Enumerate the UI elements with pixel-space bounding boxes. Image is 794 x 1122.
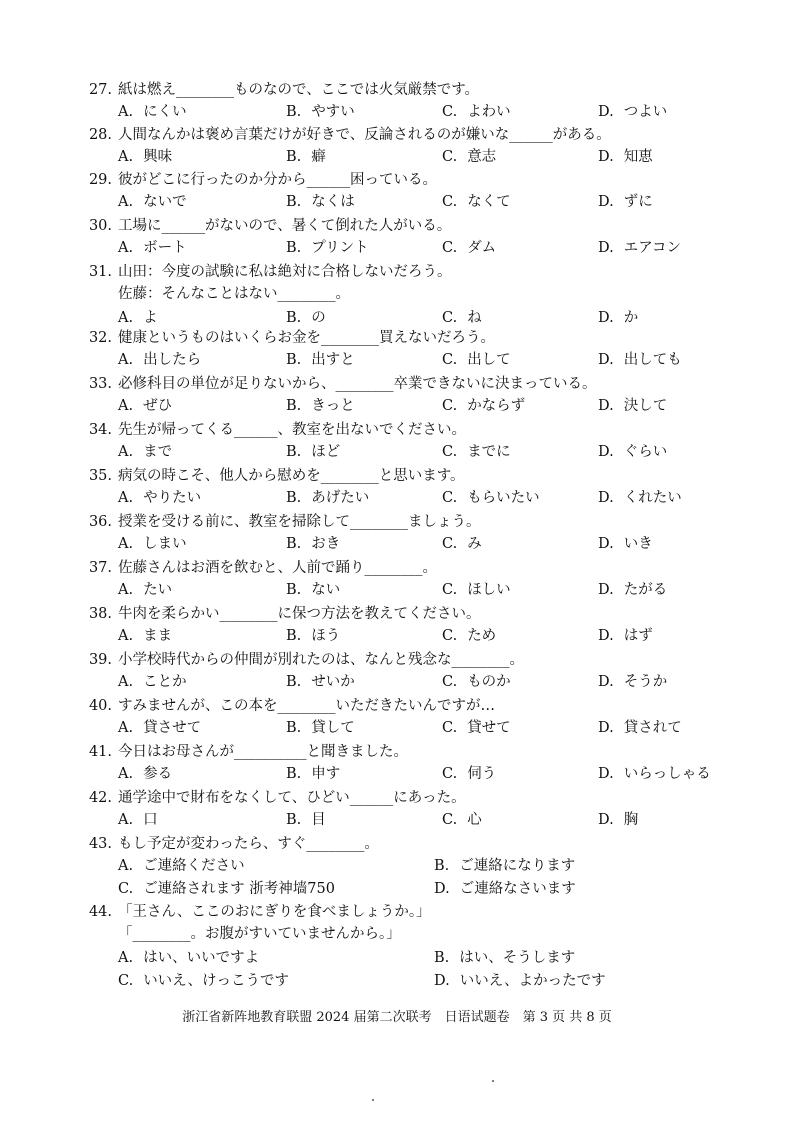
option-letter: B.	[434, 858, 450, 874]
option-text: たがる	[623, 582, 668, 598]
answer-option	[434, 856, 575, 876]
question-stem	[84, 650, 524, 670]
option-text: 出すと	[311, 352, 355, 368]
option-text: 参る	[143, 766, 173, 782]
answer-option	[442, 308, 482, 328]
option-letter: B.	[286, 398, 302, 414]
answer-option	[434, 948, 575, 968]
question-stem	[84, 788, 466, 808]
option-text: あげたい	[311, 490, 370, 506]
question-text: 紙は燃え________ものなので、ここでは火気厳禁です。	[118, 82, 480, 98]
option-letter: B.	[286, 536, 302, 552]
option-letter: B.	[286, 104, 302, 120]
option-text: よわい	[467, 104, 511, 120]
option-letter: D.	[598, 628, 614, 644]
option-letter: A.	[118, 812, 134, 828]
answer-option	[598, 192, 653, 212]
option-text: なくは	[311, 194, 355, 210]
question-text: 彼がどこに行ったのか分から______困っている。	[118, 172, 437, 188]
option-letter: D.	[598, 720, 614, 736]
question-stem	[84, 604, 481, 624]
answer-option	[286, 488, 369, 508]
question-number: 37.	[88, 560, 112, 576]
answer-option	[286, 396, 355, 416]
option-letter: C.	[442, 194, 458, 210]
option-letter: B.	[286, 194, 302, 210]
answer-option	[442, 102, 511, 122]
answer-option	[118, 442, 172, 462]
answer-option	[442, 810, 482, 830]
answer-option	[286, 534, 340, 554]
question-stem	[84, 742, 408, 762]
option-letter: D.	[598, 444, 614, 460]
option-text: いいえ、けっこうです	[143, 973, 290, 989]
answer-option	[286, 192, 355, 212]
option-text: くれたい	[623, 490, 682, 506]
answer-option	[118, 971, 289, 991]
page-footer: 浙江省新阵地教育联盟 2024 届第二次联考 日语试题卷 第 3 页 共 8 页	[182, 1010, 612, 1025]
option-text: エアコン	[623, 240, 681, 256]
option-text: かならず	[467, 398, 526, 414]
answer-option	[598, 396, 667, 416]
question-number: 34.	[88, 422, 112, 438]
answer-option	[286, 442, 340, 462]
question-stem	[84, 834, 379, 854]
option-text: せいか	[311, 674, 355, 690]
option-text: の	[311, 310, 326, 326]
option-text: きっと	[311, 398, 355, 414]
question-text: もし予定が変わったら、すぐ________。	[118, 836, 379, 852]
option-text: やりたい	[143, 490, 202, 506]
option-letter: D.	[598, 398, 614, 414]
answer-option	[442, 192, 511, 212]
option-letter: A.	[118, 536, 134, 552]
question-continuation: 「________。お腹がすいていませんから。」	[118, 926, 401, 942]
answer-option	[118, 948, 259, 968]
option-letter: D.	[434, 973, 450, 989]
answer-option	[598, 308, 638, 328]
option-letter: B.	[286, 720, 302, 736]
option-letter: B.	[286, 310, 302, 326]
option-letter: C.	[442, 240, 458, 256]
answer-option	[598, 810, 638, 830]
question-number: 31.	[88, 264, 112, 280]
option-letter: A.	[118, 444, 134, 460]
question-number: 44.	[88, 904, 112, 920]
question-continuation: 佐藤：そんなことはない________。	[118, 286, 350, 302]
option-letter: A.	[118, 398, 134, 414]
option-text: 出したら	[143, 352, 202, 368]
question-number: 33.	[88, 376, 112, 392]
question-number: 28.	[88, 127, 112, 143]
answer-option	[118, 192, 187, 212]
option-letter: A.	[118, 858, 134, 874]
option-letter: C.	[118, 973, 134, 989]
option-text: ボート	[143, 240, 187, 256]
option-letter: C.	[442, 104, 458, 120]
option-text: たい	[143, 582, 173, 598]
answer-option	[286, 238, 369, 258]
question-number: 32.	[88, 330, 112, 346]
question-text: 通学途中で財布をなくして、ひどい______にあった。	[118, 790, 466, 806]
answer-option	[286, 102, 355, 122]
question-stem	[84, 125, 611, 145]
question-stem	[84, 466, 465, 486]
option-letter: B.	[286, 812, 302, 828]
option-letter: A.	[118, 628, 134, 644]
option-letter: A.	[118, 149, 134, 165]
option-text: ぐらい	[623, 444, 668, 460]
question-stem	[84, 420, 466, 440]
option-text: 貸して	[311, 720, 355, 736]
option-letter: D.	[598, 674, 614, 690]
scan-speck	[492, 1080, 494, 1082]
option-letter: A.	[118, 950, 134, 966]
option-text: 知恵	[623, 149, 653, 165]
question-text: 佐藤さんはお酒を飲むと、人前で踊り________。	[118, 560, 437, 576]
question-stem	[84, 902, 431, 922]
option-text: 意志	[467, 149, 497, 165]
option-text: ダム	[467, 240, 497, 256]
option-text: 目	[311, 812, 326, 828]
option-text: はい、そうします	[459, 950, 576, 966]
question-stem	[84, 80, 479, 100]
answer-option	[598, 534, 653, 554]
option-letter: C.	[442, 720, 458, 736]
option-letter: D.	[598, 582, 614, 598]
option-text: ずに	[623, 194, 653, 210]
option-text: ない	[311, 582, 341, 598]
answer-option	[286, 626, 340, 646]
option-text: いらっしゃる	[623, 766, 711, 782]
option-letter: D.	[598, 104, 614, 120]
option-letter: D.	[598, 490, 614, 506]
option-text: ため	[467, 628, 497, 644]
option-letter: C.	[442, 398, 458, 414]
option-text: までに	[467, 444, 511, 460]
option-letter: D.	[598, 194, 614, 210]
question-stem	[84, 328, 495, 348]
question-stem	[84, 170, 437, 190]
question-text: 健康というものはいくらお金を________買えないだろう。	[118, 330, 495, 346]
answer-option	[442, 442, 511, 462]
answer-option	[286, 810, 326, 830]
question-number: 40.	[88, 698, 112, 714]
answer-option	[118, 102, 187, 122]
option-text: 口	[143, 812, 158, 828]
question-number: 30.	[88, 218, 112, 234]
option-letter: A.	[118, 194, 134, 210]
option-letter: A.	[118, 490, 134, 506]
option-text: なくて	[467, 194, 511, 210]
answer-option	[118, 856, 245, 876]
option-text: 貸せて	[467, 720, 511, 736]
option-letter: C.	[442, 352, 458, 368]
answer-option	[442, 718, 511, 738]
answer-option	[434, 971, 606, 991]
answer-option	[118, 810, 158, 830]
answer-option	[598, 147, 653, 167]
option-letter: C.	[442, 674, 458, 690]
option-letter: D.	[598, 352, 614, 368]
answer-option	[118, 718, 201, 738]
option-letter: A.	[118, 352, 134, 368]
answer-option	[286, 350, 355, 370]
answer-option	[118, 879, 335, 899]
option-text: おき	[311, 536, 341, 552]
option-text: ぜひ	[143, 398, 173, 414]
option-text: しまい	[143, 536, 187, 552]
answer-option	[598, 350, 682, 370]
question-number: 36.	[88, 514, 112, 530]
question-text: 山田：今度の試験に私は絶対に合格しないだろう。	[118, 264, 452, 280]
option-text: もらいたい	[467, 490, 540, 506]
option-text: やすい	[311, 104, 355, 120]
option-letter: C.	[442, 444, 458, 460]
option-text: み	[467, 536, 482, 552]
answer-option	[118, 396, 172, 416]
option-text: はい、いいですよ	[143, 950, 260, 966]
option-text: つよい	[623, 104, 668, 120]
option-letter: A.	[118, 310, 134, 326]
question-number: 41.	[88, 744, 112, 760]
option-text: はず	[623, 628, 653, 644]
scan-speck	[372, 1099, 374, 1101]
option-letter: A.	[118, 582, 134, 598]
question-number: 35.	[88, 468, 112, 484]
answer-option	[598, 238, 681, 258]
question-stem	[84, 512, 481, 532]
option-text: よ	[143, 310, 158, 326]
option-text: ほしい	[467, 582, 511, 598]
question-stem	[84, 696, 495, 716]
option-text: まで	[143, 444, 173, 460]
option-letter: C.	[442, 582, 458, 598]
option-letter: D.	[598, 812, 614, 828]
answer-option	[442, 626, 496, 646]
answer-option	[442, 764, 496, 784]
option-text: 申す	[311, 766, 341, 782]
answer-option	[442, 350, 511, 370]
option-letter: D.	[598, 240, 614, 256]
question-number: 38.	[88, 606, 112, 622]
option-letter: C.	[442, 490, 458, 506]
option-text: まま	[143, 628, 173, 644]
question-number: 27.	[88, 82, 112, 98]
question-number: 29.	[88, 172, 112, 188]
option-text: ご連絡されます 浙考神墙750	[143, 881, 335, 897]
option-text: いき	[623, 536, 653, 552]
answer-option	[286, 764, 340, 784]
option-text: 心	[467, 812, 482, 828]
answer-option	[118, 626, 172, 646]
option-letter: B.	[286, 240, 302, 256]
answer-option	[286, 718, 355, 738]
option-letter: B.	[434, 950, 450, 966]
option-letter: C.	[442, 766, 458, 782]
option-letter: B.	[286, 674, 302, 690]
answer-option	[286, 308, 326, 328]
answer-option	[598, 580, 667, 600]
option-text: ご連絡ください	[143, 858, 245, 874]
answer-option	[442, 488, 540, 508]
answer-option	[598, 764, 711, 784]
option-text: いいえ、よかったです	[459, 973, 606, 989]
option-letter: B.	[286, 444, 302, 460]
question-text: すみませんが、この本を________いただきたいんですが…	[118, 698, 495, 714]
option-text: ご連絡になります	[459, 858, 576, 874]
answer-option	[118, 764, 172, 784]
answer-option	[434, 879, 576, 899]
option-text: 出しても	[623, 352, 682, 368]
question-text: 小学校時代からの仲間が別れたのは、なんと残念な________。	[118, 652, 524, 668]
answer-option	[118, 238, 187, 258]
question-text: 先生が帰ってくる______、教室を出ないでください。	[118, 422, 466, 438]
option-text: 興味	[143, 149, 173, 165]
question-text: 「王さん、ここのおにぎりを食べましょうか。」	[118, 904, 431, 920]
option-letter: B.	[286, 490, 302, 506]
option-letter: C.	[442, 628, 458, 644]
option-text: か	[623, 310, 639, 326]
question-text: 必修科目の単位が足りないから、________卒業できないに決まっている。	[118, 376, 597, 392]
answer-option	[442, 147, 496, 167]
option-letter: C.	[442, 812, 458, 828]
answer-option	[598, 672, 667, 692]
question-text: 工場に______がないので、暑くて倒れた人がいる。	[118, 218, 452, 234]
question-text: 病気の時こそ、他人から慰めを________と思います。	[118, 468, 465, 484]
option-text: 貸されて	[623, 720, 682, 736]
question-number: 42.	[88, 790, 112, 806]
question-text: 授業を受ける前に、教室を掃除して________ましょう。	[118, 514, 481, 530]
answer-option	[118, 488, 201, 508]
question-text: 牛肉を柔らかい________に保つ方法を教えてください。	[118, 606, 481, 622]
option-text: ご連絡なさいます	[459, 881, 576, 897]
answer-option	[598, 102, 667, 122]
answer-option	[442, 580, 511, 600]
answer-option	[118, 308, 158, 328]
question-text: 今日はお母さんが__________と聞きました。	[118, 744, 408, 760]
option-letter: A.	[118, 104, 134, 120]
answer-option	[442, 534, 482, 554]
question-stem	[84, 216, 451, 236]
answer-option	[598, 626, 653, 646]
option-letter: B.	[286, 766, 302, 782]
answer-option	[598, 718, 682, 738]
answer-option	[286, 147, 326, 167]
option-text: プリント	[311, 240, 369, 256]
option-letter: A.	[118, 240, 134, 256]
question-number: 43.	[88, 836, 112, 852]
option-letter: B.	[286, 628, 302, 644]
question-stem	[84, 262, 452, 282]
option-text: 癖	[311, 149, 326, 165]
answer-option	[442, 672, 511, 692]
option-letter: D.	[598, 536, 614, 552]
option-letter: B.	[286, 582, 302, 598]
question-stem	[84, 558, 437, 578]
option-text: 貸させて	[143, 720, 202, 736]
option-text: 出して	[467, 352, 511, 368]
answer-option	[442, 396, 525, 416]
option-text: 胸	[623, 812, 639, 828]
option-text: 決して	[623, 398, 668, 414]
option-letter: D.	[434, 881, 450, 897]
option-letter: A.	[118, 674, 134, 690]
answer-option	[442, 238, 496, 258]
answer-option	[598, 488, 682, 508]
option-letter: C.	[442, 149, 458, 165]
option-text: ほう	[311, 628, 341, 644]
option-text: にくい	[143, 104, 187, 120]
answer-option	[118, 672, 187, 692]
option-text: ね	[467, 310, 482, 326]
option-letter: A.	[118, 766, 134, 782]
option-letter: C.	[442, 536, 458, 552]
option-letter: D.	[598, 310, 614, 326]
option-text: 伺う	[467, 766, 497, 782]
option-letter: C.	[118, 881, 134, 897]
question-number: 39.	[88, 652, 112, 668]
answer-option	[598, 442, 667, 462]
option-letter: D.	[598, 766, 614, 782]
answer-option	[118, 350, 201, 370]
option-text: そうか	[623, 674, 668, 690]
answer-option	[118, 534, 187, 554]
question-stem	[84, 374, 597, 394]
answer-option	[118, 580, 172, 600]
answer-option	[286, 580, 340, 600]
option-letter: A.	[118, 720, 134, 736]
answer-option	[286, 672, 355, 692]
option-letter: B.	[286, 352, 302, 368]
option-text: ことか	[143, 674, 187, 690]
option-text: ほど	[311, 444, 341, 460]
option-letter: D.	[598, 149, 614, 165]
option-letter: B.	[286, 149, 302, 165]
answer-option	[118, 147, 172, 167]
option-text: ないで	[143, 194, 187, 210]
option-letter: C.	[442, 310, 458, 326]
option-text: ものか	[467, 674, 511, 690]
question-text: 人間なんかは褒め言葉だけが好きで、反論されるのが嫌いな______がある。	[118, 127, 611, 143]
